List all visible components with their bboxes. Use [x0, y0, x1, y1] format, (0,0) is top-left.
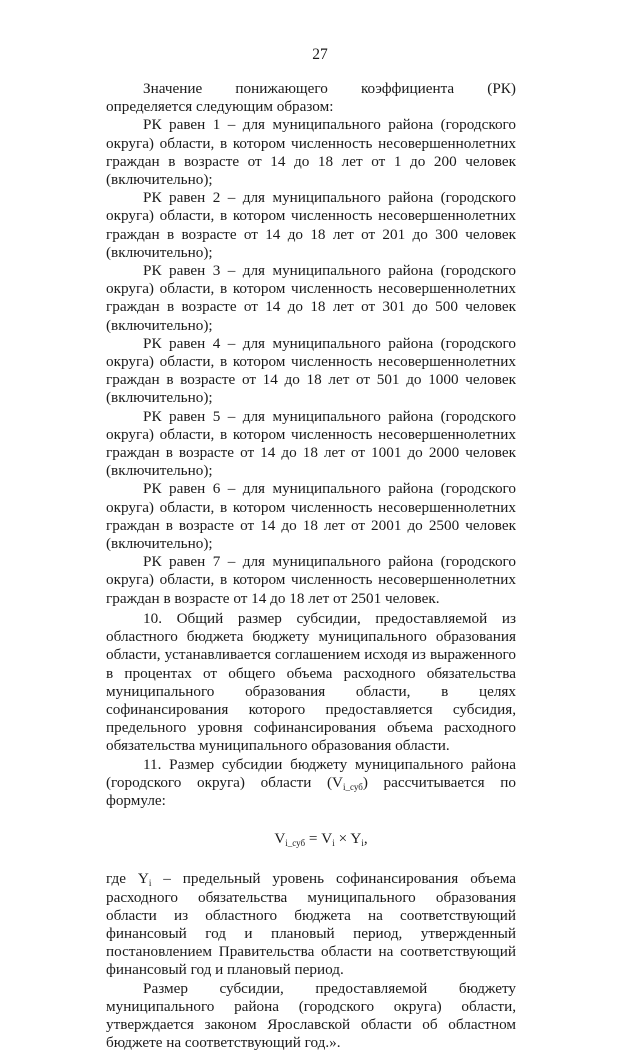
formula-times: × Y: [334, 830, 362, 848]
formula-v-subscript: i: [332, 838, 335, 849]
where-text: – предельный уровень софинансирования объема расходного обязательства муниципального образования области из областного бюджета на соответствующий финансовый год и плановый период, утвержденный постановлением Правительства области на соответствующий финансовый год и плановый период.: [106, 870, 516, 979]
formula-equals: = V: [305, 830, 333, 848]
intro-paragraph: Значение понижающего коэффициента (РК) определяется следующим образом:: [106, 80, 516, 116]
formula: [106, 830, 516, 848]
where-paragraph: [106, 870, 516, 979]
closing-paragraph: Размер субсидии, предоставляемой бюджету муниципального района (городского округа) области, утверждается законом Ярославской области об областном бюджете на соответствующий год.».: [106, 979, 516, 1052]
formula-lhs-subscript: i_суб: [285, 838, 306, 849]
page-number: 27: [312, 46, 328, 63]
formula-y-subscript: i: [361, 838, 364, 849]
document-body: [106, 80, 516, 1052]
rk-rule-3: РК равен 3 – для муниципального района (городского округа) области, в котором численность несовершеннолетних граждан в возрасте от 14 до 18 лет от 301 до 500 человек (включительно);: [106, 262, 516, 334]
rk-rule-2: РК равен 2 – для муниципального района (городского округа) области, в котором численность несовершеннолетних граждан в возрасте от 14 до 18 лет от 201 до 300 человек (включительно);: [106, 189, 516, 261]
rk-rule-5: РК равен 5 – для муниципального района (городского округа) области, в котором численность несовершеннолетних граждан в возрасте от 14 до 18 лет от 1001 до 2000 человек (включительно);: [106, 407, 516, 480]
formula-lhs: V: [274, 830, 286, 848]
paragraph-11-text-start: 11. Размер субсидии бюджету муниципального района (городского округа) области (V: [106, 755, 516, 791]
paragraph-11: [106, 756, 516, 811]
rk-rule-1: РК равен 1 – для муниципального района (городского округа) области, в котором численность несовершеннолетних граждан в возрасте от 14 до 18 лет от 1 до 200 человек (включительно);: [106, 116, 516, 189]
rk-rule-4: РК равен 4 – для муниципального района (городского округа) области, в котором численность несовершеннолетних граждан в возрасте от 14 до 18 лет от 501 до 1000 человек (включительно);: [106, 334, 516, 407]
where-subscript: i: [148, 878, 152, 889]
rk-rule-7: РК равен 7 – для муниципального района (городского округа) области, в котором численность несовершеннолетних граждан в возрасте от 14 до 18 лет от 2501 человек.: [106, 553, 516, 607]
paragraph-11-subscript: i_суб: [343, 781, 363, 792]
rk-rule-6: РК равен 6 – для муниципального района (городского округа) области, в котором численность несовершеннолетних граждан в возрасте от 14 до 18 лет от 2001 до 2500 человек (включительно);: [106, 480, 516, 553]
where-prefix: где Y: [106, 870, 149, 888]
paragraph-10: 10. Общий размер субсидии, предоставляемой из областного бюджета бюджету муниципального образования области, устанавливается соглашением исходя из выраженного в процентах от общего объема расходного обязательства муниципального образования области, в целях софинансирования которого предоставляется субсидия, предельного уровня софинансирования объема расходного обязательства муниципального образования области.: [106, 609, 516, 755]
formula-end: ,: [363, 830, 368, 848]
paragraph-11-text-end: ) рассчитывается по формуле:: [106, 773, 516, 809]
